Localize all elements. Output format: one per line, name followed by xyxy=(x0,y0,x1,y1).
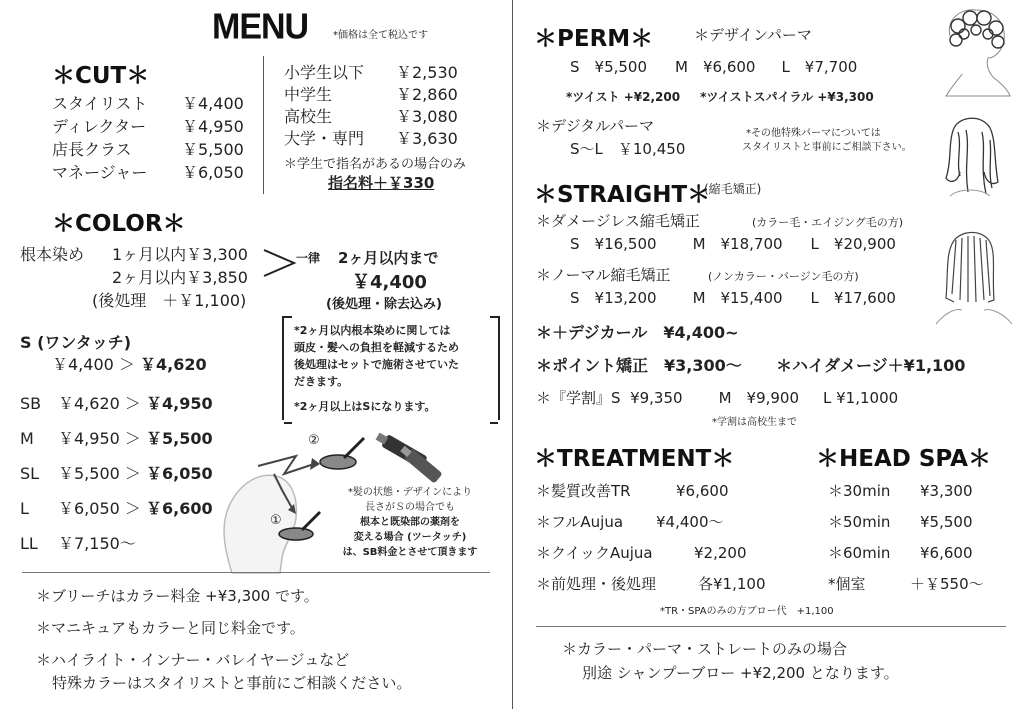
normal-straight-note: (ノンカラー・バージン毛の方) xyxy=(708,270,859,283)
straight-hair-illustration xyxy=(932,224,1014,328)
point-straight: ＊ポイント矯正 ¥3,300～ xyxy=(536,356,742,375)
headspa-list xyxy=(828,476,984,600)
nomination-fee: 指名料＋￥330 xyxy=(328,174,435,192)
special-color-note-2: 特殊カラーはスタイリストと事前にご相談ください。 xyxy=(52,674,412,692)
student-item: 大学・専門 ￥3,630 xyxy=(284,129,458,148)
root-2month: 2ヶ月以内￥3,850 xyxy=(112,268,248,287)
flat-within: 2ヶ月以内まで xyxy=(338,249,439,267)
headspa-heading: ＊HEAD SPA＊ xyxy=(816,446,991,472)
student-item: 中学生 ￥2,860 xyxy=(284,85,458,104)
special-color-note-1: ＊ハイライト・インナー・バレイヤージュなど xyxy=(36,651,350,669)
normal-straight-prices: S ¥13,200 M ¥15,400 L ¥17,600 xyxy=(570,289,896,307)
digital-perm-illustration xyxy=(940,112,1000,200)
special-perm-note: *その他特殊パーマについては スタイリストと事前にご相談下さい。 xyxy=(742,128,912,153)
size-list xyxy=(20,386,213,561)
treatment-item: ＊髪質改善TR ¥6,600 xyxy=(536,482,729,500)
twist-options: *ツイスト +¥2,200 *ツイストスパイラル +¥3,300 xyxy=(566,90,874,104)
student-discount-note: *学割は高校生まで xyxy=(712,417,797,428)
treatment-list xyxy=(536,476,766,600)
flat-price: ￥4,400 xyxy=(352,272,427,293)
shampoo-note-2: 別途 シャンプーブロー +¥2,200 となります。 xyxy=(582,664,899,682)
right-footer-divider xyxy=(536,626,1006,627)
damageless-prices: S ¥16,500 M ¥18,700 L ¥20,900 xyxy=(570,235,896,253)
manicure-note: ＊マニキュアもカラーと同じ料金です。 xyxy=(36,619,305,637)
design-perm-prices: S ¥5,500 M ¥6,600 L ¥7,700 xyxy=(570,58,858,76)
page-title: MENU xyxy=(212,7,309,47)
cut-item: 店長クラス ￥5,500 xyxy=(52,140,244,159)
normal-straight-label: ＊ノーマル縮毛矯正 xyxy=(536,266,671,284)
bleach-note: ＊ブリーチはカラー料金 +¥3,300 です。 xyxy=(36,587,319,605)
headspa-item: ＊50min ¥5,500 xyxy=(828,513,973,531)
straight-heading: ＊STRAIGHT＊ xyxy=(534,182,711,208)
s-label: S (ワンタッチ) xyxy=(20,333,132,352)
student-list xyxy=(284,62,458,150)
student-item: 小学生以下 ￥2,530 xyxy=(284,63,458,82)
two-touch-note: *髪の状態・デザインにより 長さがＳの場合でも 根本と既染部の薬剤を 変える場合 (ツータッチ) は、SB料金とさせて頂きます xyxy=(342,487,478,558)
cut-list xyxy=(52,92,244,184)
student-note: ＊学生で指名があるの場合のみ xyxy=(284,157,467,172)
digital-perm-label: ＊デジタルパーマ xyxy=(536,117,655,135)
treatment-item: ＊フルAujua ¥4,400～ xyxy=(536,513,724,531)
size-item: LL ￥7,150～ xyxy=(20,534,136,553)
bracket-arrow-icon xyxy=(262,248,298,280)
root-color-note: *2ヶ月以内根本染めに関しては 頭皮・髪への負担を軽減するため 後処理はセットで施術させていた だきます。 *2ヶ月以上はSになります。 xyxy=(294,324,459,413)
treatment-item: ＊前処理・後処理 各¥1,100 xyxy=(536,575,766,593)
s-price: ￥4,400 ＞ ￥4,620 xyxy=(52,355,207,374)
cut-item: マネージャー ￥6,050 xyxy=(52,163,244,182)
size-item: M ￥4,950 ＞ ￥5,500 xyxy=(20,429,213,448)
damageless-note: (カラー毛・エイジング毛の方) xyxy=(752,216,904,229)
color-heading: ＊COLOR＊ xyxy=(52,211,186,237)
left-footer-divider xyxy=(22,572,490,573)
cut-item: スタイリスト ￥4,400 xyxy=(52,94,244,113)
center-divider xyxy=(512,0,513,709)
blow-note: *TR・SPAのみの方ブロー代 +1,100 xyxy=(660,606,834,617)
headspa-item: *個室 ＋￥550～ xyxy=(828,575,984,593)
size-item: SB ￥4,620 ＞ ￥4,950 xyxy=(20,394,213,413)
flat-note: (後処理・除去込み) xyxy=(326,297,442,312)
root-1month: 1ヶ月以内￥3,300 xyxy=(112,245,248,264)
high-damage: ＊ハイダメージ＋¥1,100 xyxy=(776,356,966,375)
headspa-item: ＊60min ¥6,600 xyxy=(828,544,973,562)
cut-heading: ＊CUT＊ xyxy=(52,63,150,89)
flat-label: 一律 xyxy=(296,251,321,265)
digital-perm-price: S～L ￥10,450 xyxy=(570,140,686,158)
digicurl-option: ＊＋デジカール ¥4,400~ xyxy=(536,323,739,342)
cut-divider xyxy=(263,56,264,194)
tax-note: *価格は全て税込です xyxy=(333,30,428,41)
step-1-label: ① xyxy=(270,513,282,528)
root-label: 根本染め xyxy=(20,245,85,264)
size-item: L ￥6,050 ＞ ￥6,600 xyxy=(20,499,213,518)
shampoo-note-1: ＊カラー・パーマ・ストレートのみの場合 xyxy=(562,640,848,658)
design-perm-label: ＊デザインパーマ xyxy=(694,26,812,44)
student-discount: ＊『学割』S ¥9,350 M ¥9,900 L ¥1,1000 xyxy=(536,389,899,407)
after-care: (後処理 ＋￥1,100) xyxy=(92,291,247,310)
treatment-item: ＊クイックAujua ¥2,200 xyxy=(536,544,747,562)
headspa-item: ＊30min ¥3,300 xyxy=(828,482,973,500)
damageless-label: ＊ダメージレス縮毛矯正 xyxy=(536,212,700,230)
step-2-label: ② xyxy=(308,433,320,448)
straight-heading-note: (縮毛矯正) xyxy=(704,182,762,196)
perm-heading: ＊PERM＊ xyxy=(534,26,654,52)
cut-item: ディレクター ￥4,950 xyxy=(52,117,244,136)
student-item: 高校生 ￥3,080 xyxy=(284,107,458,126)
treatment-heading: ＊TREATMENT＊ xyxy=(534,446,735,472)
size-item: SL ￥5,500 ＞ ￥6,050 xyxy=(20,464,213,483)
curly-hair-illustration xyxy=(936,6,1012,98)
